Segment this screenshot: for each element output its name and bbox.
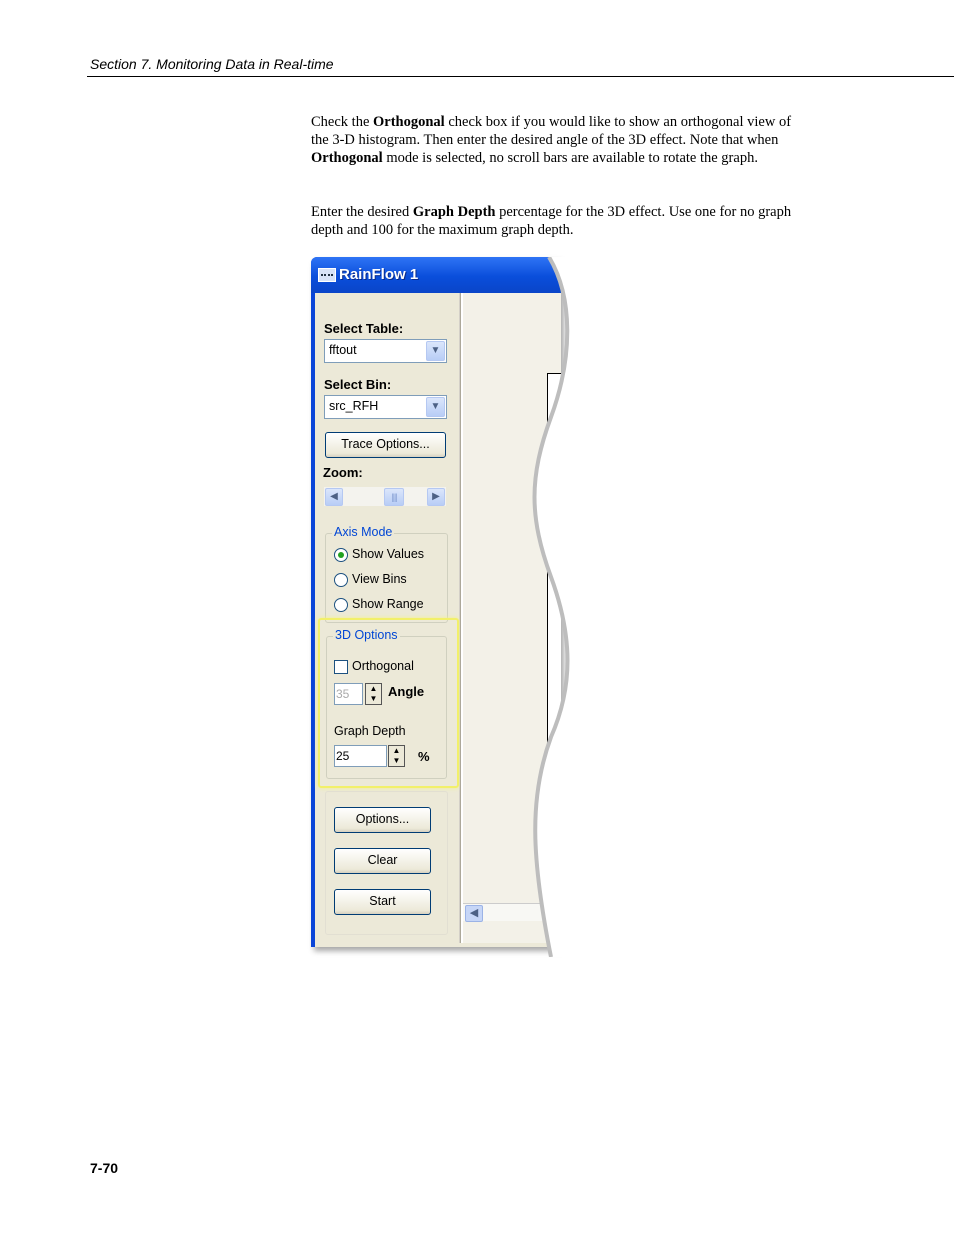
start-button[interactable]: Start xyxy=(334,889,431,915)
orthogonal-label: Orthogonal xyxy=(352,659,414,673)
angle-spinner-icon[interactable]: ▲ ▼ xyxy=(365,683,382,705)
torn-edge-mask xyxy=(311,257,571,957)
zoom-thumb[interactable]: |||| xyxy=(384,488,404,506)
angle-input[interactable]: 35 xyxy=(334,683,363,705)
radio-label: View Bins xyxy=(352,572,407,586)
trace-options-button[interactable]: Trace Options... xyxy=(325,432,446,458)
scroll-left-icon[interactable]: ◀ xyxy=(465,905,483,922)
graph-depth-label: Graph Depth xyxy=(334,724,406,738)
bold-term: Orthogonal xyxy=(311,150,383,166)
angle-label: Angle xyxy=(388,684,425,699)
scroll-right-icon[interactable]: ▶ xyxy=(427,488,445,506)
percent-label: % xyxy=(418,749,430,764)
3d-options-title: 3D Options xyxy=(335,628,398,642)
window-title: RainFlow 1 xyxy=(339,266,419,283)
radio-label: Show Range xyxy=(352,597,424,611)
radio-label: Show Values xyxy=(352,547,425,561)
bold-term: Orthogonal xyxy=(373,114,445,130)
scroll-left-icon[interactable]: ◀ xyxy=(325,488,343,506)
header-rule xyxy=(87,76,954,77)
select-bin-label: Select Bin: xyxy=(324,377,392,392)
body-text: mode is selected, no scroll bars are available to rotate the graph. xyxy=(382,150,758,166)
chevron-down-icon[interactable]: ▼ xyxy=(426,341,445,361)
select-table-value: fftout xyxy=(329,343,357,357)
clear-button[interactable]: Clear xyxy=(334,848,431,874)
options-button[interactable]: Options... xyxy=(334,807,431,833)
bold-term: Graph Depth xyxy=(412,204,496,220)
paragraph-graph-depth xyxy=(311,203,811,239)
select-bin-value: src_RFH xyxy=(329,399,379,413)
body-text: Check the xyxy=(311,114,374,130)
chevron-down-icon[interactable]: ▼ xyxy=(426,397,445,417)
body-text: percentage for the 3D effect. Use one for no graph depth and 100 for the maximum graph depth. xyxy=(311,204,792,238)
select-table-label: Select Table: xyxy=(324,321,404,336)
section-header: Section 7. Monitoring Data in Real-time xyxy=(90,56,334,72)
graph-depth-input[interactable]: 25 xyxy=(334,745,387,767)
paragraph-orthogonal xyxy=(311,113,811,167)
rainflow-screenshot xyxy=(311,257,571,957)
graph-depth-spinner-icon[interactable]: ▲ ▼ xyxy=(388,745,405,767)
body-text: check box if you would like to show an orthogonal view of the 3-D histogram. Then enter the desired angle of the 3D effect. Note that when xyxy=(311,114,792,148)
zoom-label: Zoom: xyxy=(323,465,363,480)
page-number: 7-70 xyxy=(90,1160,119,1176)
body-text: Enter the desired xyxy=(311,204,413,220)
axis-mode-title: Axis Mode xyxy=(334,525,393,539)
